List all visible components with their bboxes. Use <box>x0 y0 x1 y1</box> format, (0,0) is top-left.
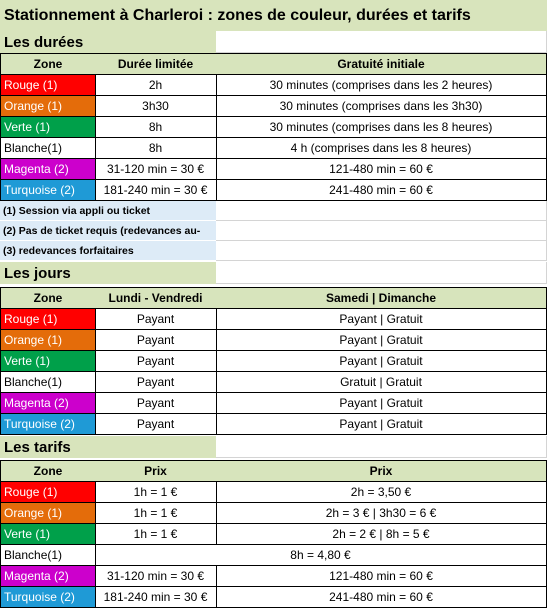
tarifs-value-a-magenta[interactable]: 31-120 min = 30 € <box>95 566 217 587</box>
durees-header-row <box>0 53 547 75</box>
jours-value-b-orange[interactable]: Payant | Gratuit <box>216 330 547 351</box>
zone-label-verte[interactable]: Verte (1) <box>0 117 96 138</box>
zone-label-magenta[interactable]: Magenta (2) <box>0 566 96 587</box>
jours-value-b-rouge[interactable]: Payant | Gratuit <box>216 309 547 330</box>
durees-row-magenta <box>0 159 547 180</box>
tarifs-header-row <box>0 460 547 482</box>
zone-label-orange[interactable]: Orange (1) <box>0 96 96 117</box>
jours-row-orange <box>0 330 547 351</box>
durees-value-a-verte[interactable]: 8h <box>95 117 217 138</box>
jours-row-magenta <box>0 393 547 414</box>
tarifs-value-b-orange[interactable]: 2h = 3 € | 3h30 = 6 € <box>216 503 547 524</box>
durees-header-2[interactable]: Gratuité initiale <box>216 53 547 75</box>
tarifs-value-a-rouge[interactable]: 1h = 1 € <box>95 482 217 503</box>
durees-row-turquoise <box>0 180 547 201</box>
durees-value-a-orange[interactable]: 3h30 <box>95 96 217 117</box>
jours-section-title[interactable]: Les jours <box>0 262 216 284</box>
title-row <box>0 0 547 31</box>
empty-cell[interactable] <box>216 436 547 458</box>
jours-row-rouge <box>0 309 547 330</box>
durees-value-a-magenta[interactable]: 31-120 min = 30 € <box>95 159 217 180</box>
tarifs-value-b-turquoise[interactable]: 241-480 min = 60 € <box>216 587 547 608</box>
zone-label-turquoise[interactable]: Turquoise (2) <box>0 414 96 435</box>
durees-row-rouge <box>0 75 547 96</box>
note-row-2 <box>0 241 547 261</box>
tarifs-value-b-rouge[interactable]: 2h = 3,50 € <box>216 482 547 503</box>
zone-label-blanche[interactable]: Blanche(1) <box>0 138 96 159</box>
note-row-1 <box>0 221 547 241</box>
jours-row-blanche <box>0 372 547 393</box>
zone-label-rouge[interactable]: Rouge (1) <box>0 482 96 503</box>
jours-value-b-turquoise[interactable]: Payant | Gratuit <box>216 414 547 435</box>
durees-value-a-blanche[interactable]: 8h <box>95 138 217 159</box>
footnote-1[interactable]: (1) Session via appli ou ticket <box>0 201 216 221</box>
jours-value-a-rouge[interactable]: Payant <box>95 309 217 330</box>
jours-header-row <box>0 287 547 309</box>
tarifs-section-row <box>0 436 547 458</box>
zone-label-magenta[interactable]: Magenta (2) <box>0 393 96 414</box>
jours-header-1[interactable]: Lundi - Vendredi <box>95 287 217 309</box>
jours-header-2[interactable]: Samedi | Dimanche <box>216 287 547 309</box>
jours-value-b-verte[interactable]: Payant | Gratuit <box>216 351 547 372</box>
jours-header-0[interactable]: Zone <box>0 287 96 309</box>
tarifs-value-b-magenta[interactable]: 121-480 min = 60 € <box>216 566 547 587</box>
jours-value-a-orange[interactable]: Payant <box>95 330 217 351</box>
tarifs-row-magenta <box>0 566 547 587</box>
zone-label-rouge[interactable]: Rouge (1) <box>0 309 96 330</box>
durees-value-b-blanche[interactable]: 4 h (comprises dans les 8 heures) <box>216 138 547 159</box>
jours-value-b-blanche[interactable]: Gratuit | Gratuit <box>216 372 547 393</box>
empty-cell[interactable] <box>216 31 547 53</box>
tarifs-value-a-turquoise[interactable]: 181-240 min = 30 € <box>95 587 217 608</box>
tarifs-header-2[interactable]: Prix <box>216 460 547 482</box>
zone-label-verte[interactable]: Verte (1) <box>0 351 96 372</box>
zone-label-verte[interactable]: Verte (1) <box>0 524 96 545</box>
zone-label-orange[interactable]: Orange (1) <box>0 503 96 524</box>
zone-label-turquoise[interactable]: Turquoise (2) <box>0 180 96 201</box>
durees-row-verte <box>0 117 547 138</box>
tarifs-section-title[interactable]: Les tarifs <box>0 436 216 458</box>
tarifs-value-a-verte[interactable]: 1h = 1 € <box>95 524 217 545</box>
footnote-2[interactable]: (2) Pas de ticket requis (redevances au- <box>0 221 216 241</box>
zone-label-blanche[interactable]: Blanche(1) <box>0 372 96 393</box>
jours-value-a-magenta[interactable]: Payant <box>95 393 217 414</box>
durees-header-1[interactable]: Durée limitée <box>95 53 217 75</box>
durees-value-a-turquoise[interactable]: 181-240 min = 30 € <box>95 180 217 201</box>
jours-value-a-blanche[interactable]: Payant <box>95 372 217 393</box>
durees-section-title[interactable]: Les durées <box>0 31 216 53</box>
zone-label-orange[interactable]: Orange (1) <box>0 330 96 351</box>
jours-row-turquoise <box>0 414 547 435</box>
jours-value-b-magenta[interactable]: Payant | Gratuit <box>216 393 547 414</box>
footnote-3[interactable]: (3) redevances forfaitaires <box>0 241 216 261</box>
durees-value-b-turquoise[interactable]: 241-480 min = 60 € <box>216 180 547 201</box>
durees-section-row <box>0 31 547 53</box>
tarifs-row-orange <box>0 503 547 524</box>
tarifs-row-rouge <box>0 482 547 503</box>
durees-row-blanche <box>0 138 547 159</box>
tarifs-header-0[interactable]: Zone <box>0 460 96 482</box>
durees-row-orange <box>0 96 547 117</box>
jours-value-a-verte[interactable]: Payant <box>95 351 217 372</box>
tarifs-row-turquoise <box>0 587 547 608</box>
zone-label-magenta[interactable]: Magenta (2) <box>0 159 96 180</box>
empty-cell[interactable] <box>216 201 547 221</box>
zone-label-rouge[interactable]: Rouge (1) <box>0 75 96 96</box>
tarifs-row-blanche <box>0 545 547 566</box>
tarifs-row-verte <box>0 524 547 545</box>
durees-value-b-magenta[interactable]: 121-480 min = 60 € <box>216 159 547 180</box>
durees-value-a-rouge[interactable]: 2h <box>95 75 217 96</box>
durees-header-0[interactable]: Zone <box>0 53 96 75</box>
jours-value-a-turquoise[interactable]: Payant <box>95 414 217 435</box>
durees-value-b-orange[interactable]: 30 minutes (comprises dans les 3h30) <box>216 96 547 117</box>
durees-value-b-verte[interactable]: 30 minutes (comprises dans les 8 heures) <box>216 117 547 138</box>
zone-label-turquoise[interactable]: Turquoise (2) <box>0 587 96 608</box>
tarifs-value-a-orange[interactable]: 1h = 1 € <box>95 503 217 524</box>
empty-cell[interactable] <box>216 241 547 261</box>
jours-row-verte <box>0 351 547 372</box>
tarifs-value-blanche[interactable]: 8h = 4,80 € <box>95 545 547 566</box>
page-title[interactable]: Stationnement à Charleroi : zones de couleur, durées et tarifs <box>0 0 547 31</box>
durees-value-b-rouge[interactable]: 30 minutes (comprises dans les 2 heures) <box>216 75 547 96</box>
tarifs-header-1[interactable]: Prix <box>95 460 217 482</box>
jours-section-row <box>0 262 547 284</box>
tarifs-value-b-verte[interactable]: 2h = 2 € | 8h = 5 € <box>216 524 547 545</box>
zone-label-blanche[interactable]: Blanche(1) <box>0 545 96 566</box>
note-row-0 <box>0 201 547 221</box>
empty-cell[interactable] <box>216 221 547 241</box>
empty-cell[interactable] <box>216 262 547 284</box>
